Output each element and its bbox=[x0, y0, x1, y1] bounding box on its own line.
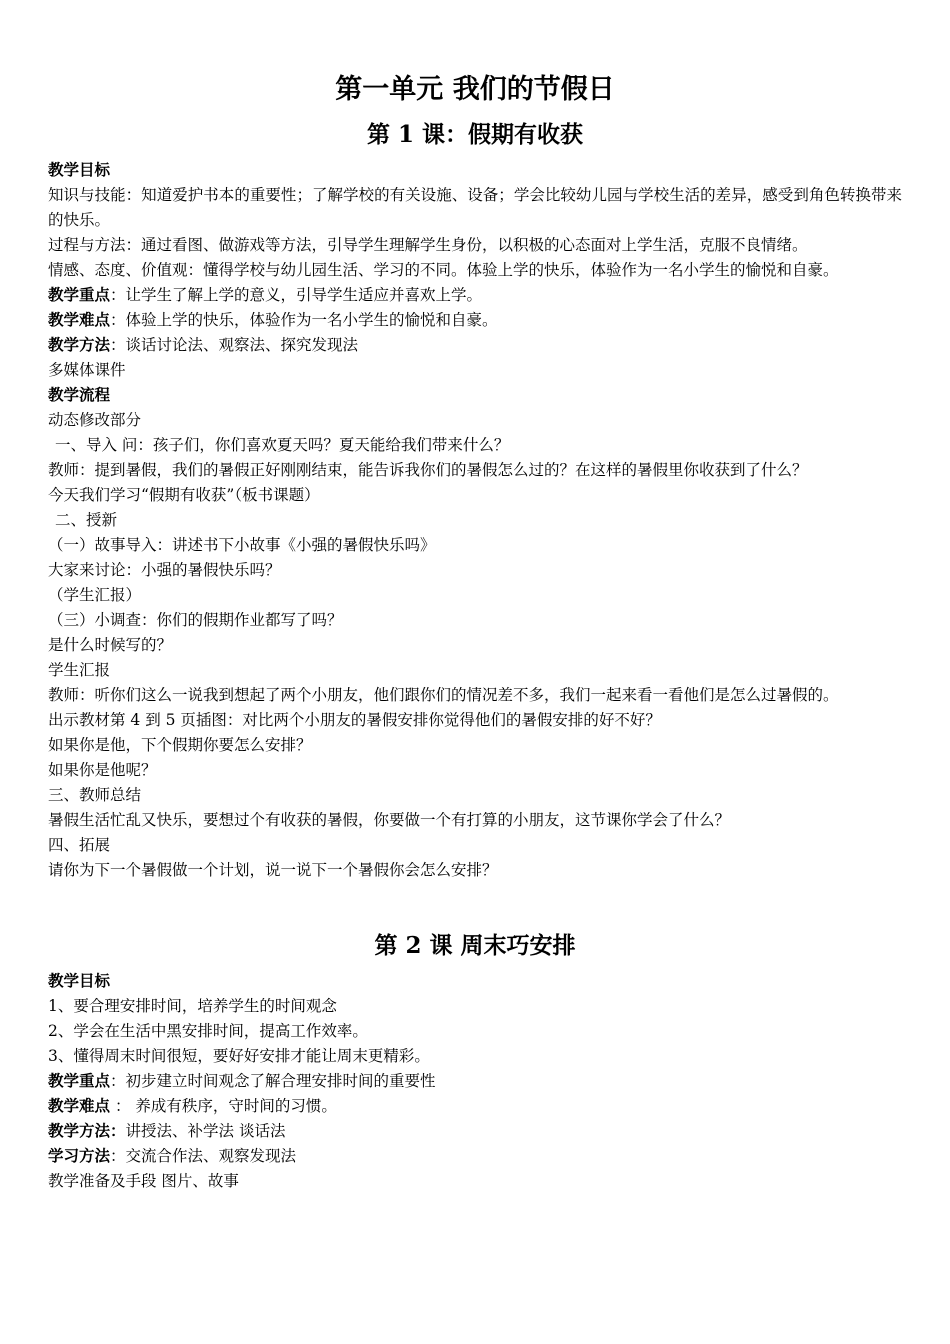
lesson2-method bbox=[48, 1119, 902, 1144]
lesson1-teacher-1: 教师：提到暑假，我们的暑假正好刚刚结束，能告诉我你们的暑假怎么过的？在这样的暑假里你收获到了什么？ bbox=[48, 461, 808, 479]
lesson1-flow-heading: 教学流程 bbox=[48, 386, 111, 404]
lesson1-goal-emotion: 情感、态度、价值观：懂得学校与幼儿园生活、学习的不同。体验上学的快乐，体验作为一名小学生的愉悦和自豪。 bbox=[48, 261, 839, 279]
lesson1-illustration: 出示教材第 4 到 5 页插图：对比两个小朋友的暑假安排你觉得他们的暑假安排的好不好？ bbox=[48, 711, 661, 729]
lesson1-plan: 请你为下一个暑假做一个计划，说一说下一个暑假你会怎么安排？ bbox=[48, 861, 498, 879]
lesson2-method-label: 教学方法： bbox=[48, 1122, 126, 1140]
lesson1-section-3: 三、教师总结 bbox=[48, 786, 142, 804]
lesson1-key-point bbox=[48, 283, 902, 308]
lesson2-goal-3: 3、懂得周末时间很短，要好好安排才能让周末更精彩。 bbox=[48, 1047, 430, 1065]
lesson1-section-2: 二、授新 bbox=[55, 511, 118, 529]
lesson2-goals-heading: 教学目标 bbox=[48, 972, 111, 990]
lesson1-report-1: （学生汇报） bbox=[48, 586, 142, 604]
lesson1-today: 今天我们学习“假期有收获”（板书课题） bbox=[48, 486, 320, 504]
unit-title: 第一单元 我们的节假日 bbox=[335, 74, 615, 105]
lesson1-difficulty-text: ：体验上学的快乐，体验作为一名小学生的愉悦和自豪。 bbox=[110, 311, 498, 329]
lesson2-prep: 教学准备及手段 图片、故事 bbox=[48, 1172, 239, 1190]
lesson1-goals-heading: 教学目标 bbox=[48, 161, 111, 179]
lesson1-survey: （三）小调查：你们的假期作业都写了吗？ bbox=[48, 611, 343, 629]
lesson1-story: （一）故事导入：讲述书下小故事《小强的暑假快乐吗》 bbox=[48, 536, 436, 554]
lesson2-key-text: ：初步建立时间观念了解合理安排时间的重要性 bbox=[110, 1072, 436, 1090]
lesson2-study bbox=[48, 1144, 902, 1169]
lesson2-goal-2: 2、学会在生活中黑安排时间，提高工作效率。 bbox=[48, 1022, 368, 1040]
lesson1-method-label: 教学方法 bbox=[48, 336, 111, 354]
lesson1-discuss: 大家来讨论：小强的暑假快乐吗？ bbox=[48, 561, 281, 579]
lesson1-goal-knowledge: 知识与技能：知道爱护书本的重要性；了解学校的有关设施、设备；学会比较幼儿园与学校生活的差异，感受到角色转换带来的快乐。 bbox=[48, 186, 902, 229]
lesson1-report-2: 学生汇报 bbox=[48, 661, 111, 679]
lesson2-goal-1: 1、要合理安排时间，培养学生的时间观念 bbox=[48, 997, 337, 1015]
document-page bbox=[48, 70, 902, 1194]
lesson1-media: 多媒体课件 bbox=[48, 361, 126, 379]
lesson2-study-label: 学习方法 bbox=[48, 1147, 111, 1165]
lesson1-title: 第 1 课：假期有收获 bbox=[366, 121, 584, 148]
lesson1-if-him: 如果你是他，下个假期你要怎么安排？ bbox=[48, 736, 312, 754]
lesson1-method bbox=[48, 333, 902, 358]
lesson2-difficulty-text: ： 养成有秩序，守时间的习惯。 bbox=[110, 1097, 337, 1115]
lesson1-teacher-2: 教师：听你们这么一说我到想起了两个小朋友，他们跟你们的情况差不多，我们一起来看一看他们是怎么过暑假的。 bbox=[48, 686, 839, 704]
lesson2-key-label: 教学重点 bbox=[48, 1072, 111, 1090]
lesson2-difficulty bbox=[48, 1094, 902, 1119]
lesson2-title: 第 2 课 周末巧安排 bbox=[374, 932, 576, 959]
lesson1-difficulty bbox=[48, 308, 902, 333]
lesson1-intro: 一、导入 问：孩子们，你们喜欢夏天吗？夏天能给我们带来什么？ bbox=[55, 436, 510, 454]
lesson1-summary: 暑假生活忙乱又快乐，要想过个有收获的暑假，你要做一个有打算的小朋友，这节课你学会了什么？ bbox=[48, 811, 731, 829]
lesson1-if-him-2: 如果你是他呢？ bbox=[48, 761, 157, 779]
lesson1-dynamic: 动态修改部分 bbox=[48, 411, 142, 429]
lesson1-goal-process: 过程与方法：通过看图、做游戏等方法，引导学生理解学生身份，以积极的心态面对上学生活，克服不良情绪。 bbox=[48, 236, 808, 254]
lesson1-key-label: 教学重点 bbox=[48, 286, 111, 304]
lesson1-when: 是什么时候写的？ bbox=[48, 636, 173, 654]
lesson2-method-text: 讲授法、补学法 谈话法 bbox=[125, 1122, 286, 1140]
lesson2-difficulty-label: 教学难点 bbox=[48, 1097, 111, 1115]
lesson2-key-point bbox=[48, 1069, 902, 1094]
lesson1-method-text: ：谈话讨论法、观察法、探究发现法 bbox=[110, 336, 359, 354]
lesson2-study-text: ：交流合作法、观察发现法 bbox=[110, 1147, 297, 1165]
lesson1-section-4: 四、拓展 bbox=[48, 836, 111, 854]
lesson1-difficulty-label: 教学难点 bbox=[48, 311, 111, 329]
lesson1-key-text: ：让学生了解上学的意义，引导学生适应并喜欢上学。 bbox=[110, 286, 483, 304]
